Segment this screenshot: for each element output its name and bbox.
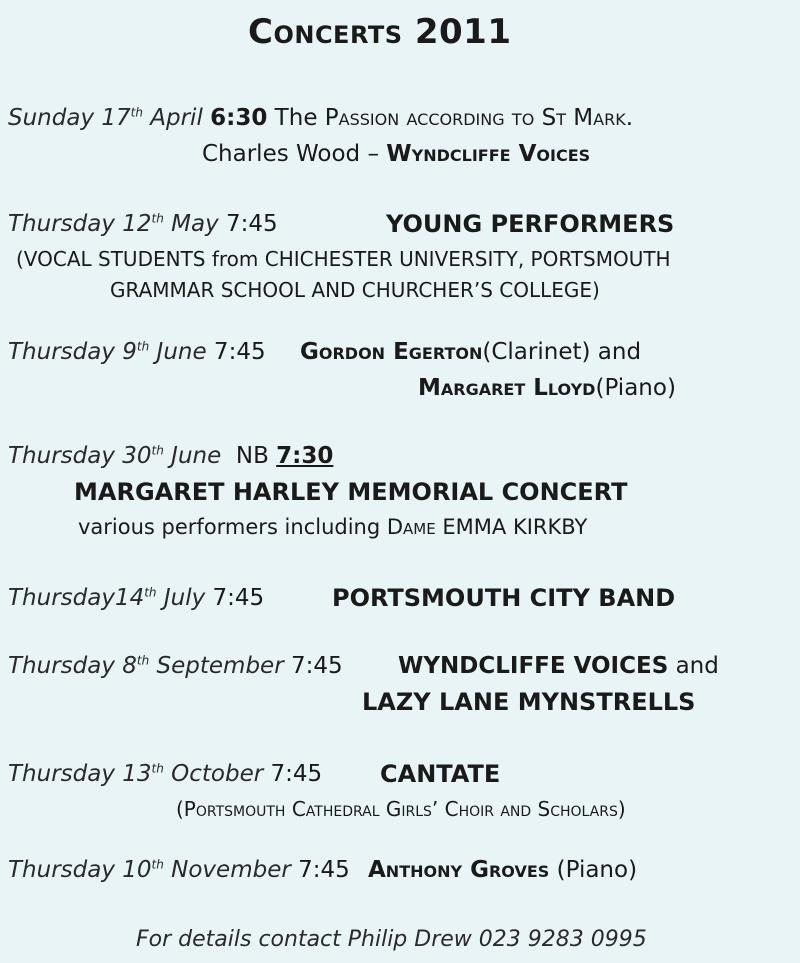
event-1-performer: Wyndcliffe Voices <box>386 141 591 167</box>
event-1-line-2: Charles Wood – Wyndcliffe Voices <box>202 141 591 167</box>
event-7-headline: CANTATE <box>380 760 501 788</box>
event-1-title: Passion according to St Mark. <box>324 105 634 131</box>
event-1-date: Sunday 17th April <box>8 105 203 131</box>
event-1-time: 6:30 <box>210 105 268 131</box>
event-5-date: Thursday14th July 7:45 <box>8 585 265 611</box>
event-8-performer: Anthony Groves (Piano) <box>368 857 638 883</box>
event-3-performer-1: Gordon Egerton(Clarinet) and <box>300 339 642 365</box>
page-title: Concerts 2011 <box>248 12 512 52</box>
event-6-headline-2: LAZY LANE MYNSTRELLS <box>362 688 696 716</box>
event-7-detail: (Portsmouth Cathedral Girls’ Choir and Scholars) <box>176 797 626 821</box>
event-8-date: Thursday 10th November 7:45 <box>8 857 350 883</box>
event-5-headline: PORTSMOUTH CITY BAND <box>332 584 676 612</box>
event-2-detail-1: (VOCAL STUDENTS from CHICHESTER UNIVERSITY, PORTSMOUTH <box>16 247 671 271</box>
event-4-time: 7:30 <box>276 443 334 469</box>
event-6-date: Thursday 8th September 7:45 <box>8 653 343 679</box>
event-1-line-1: Sunday 17th April 6:30 The Passion according to St Mark. <box>8 105 634 131</box>
event-2-date: Thursday 12th May 7:45 <box>8 211 278 237</box>
contact-footer: For details contact Philip Drew 023 9283 0995 <box>136 927 647 952</box>
event-6-headline-1: WYNDCLIFFE VOICES and <box>398 653 719 679</box>
event-2-detail-2: GRAMMAR SCHOOL AND CHURCHER’S COLLEGE) <box>110 278 600 302</box>
event-3-performer-2: Margaret Lloyd(Piano) <box>418 375 676 401</box>
event-4-detail: various performers including Dame EMMA KIRKBY <box>78 515 588 539</box>
event-2-headline: YOUNG PERFORMERS <box>386 210 675 238</box>
event-3-date: Thursday 9th June 7:45 <box>8 339 266 365</box>
event-4-headline: MARGARET HARLEY MEMORIAL CONCERT <box>74 478 628 506</box>
event-4-date: Thursday 30th June NB 7:30 <box>8 443 334 469</box>
event-7-date: Thursday 13th October 7:45 <box>8 761 323 787</box>
